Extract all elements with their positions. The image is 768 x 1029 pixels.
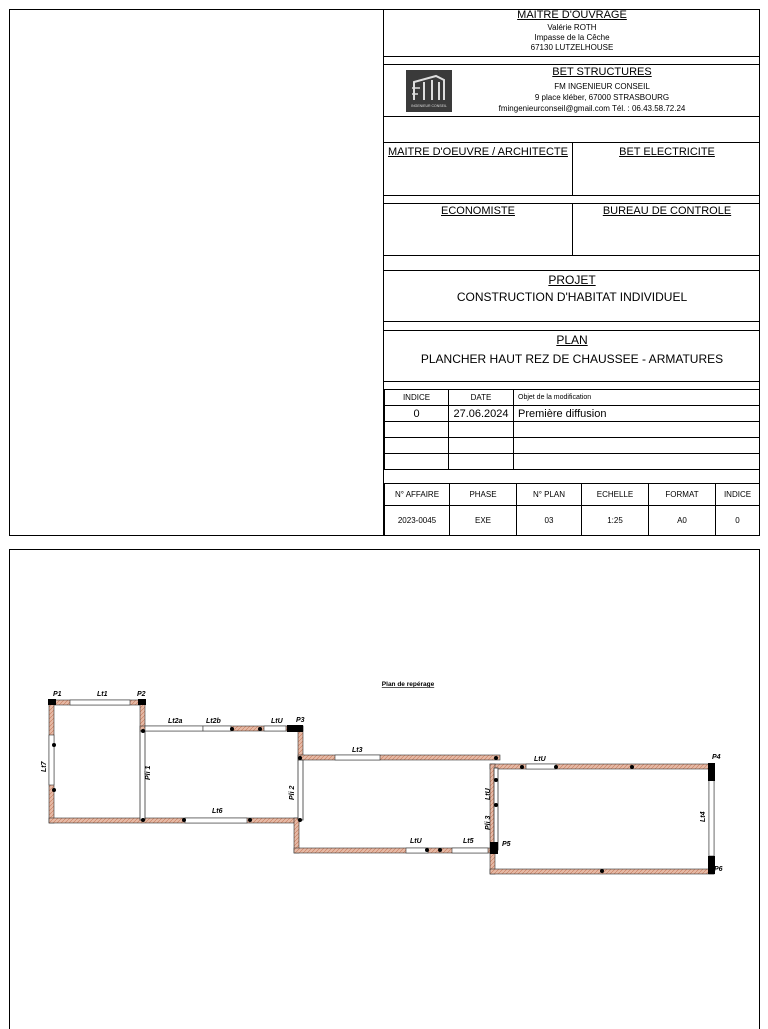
label-p4: P4 [712,754,721,761]
header-cell: PHASE [450,484,517,506]
owner-street: Impasse de la Cêche [534,33,610,42]
label-ltu-1: LtU [271,718,283,725]
label-p3: P3 [296,717,305,724]
node [494,756,498,760]
label-lt1: Lt1 [97,691,108,698]
lintel [185,818,247,823]
node [630,765,634,769]
node [248,818,252,822]
node [258,727,262,731]
label-lt2a: Lt2a [168,718,183,725]
wall [298,755,500,760]
phase-value: EXE [450,506,517,536]
lintel [709,780,714,856]
node [298,818,302,822]
post [48,699,56,705]
scale-value: 1:25 [582,506,649,536]
owner-city: 67130 LUTZELHOUSE [530,43,614,52]
label-lt3: Lt3 [352,747,363,754]
lintel [264,726,286,731]
revision-index: 0 [385,406,449,422]
label-lt4: Lt4 [700,811,707,822]
header-cell: N° AFFAIRE [385,484,450,506]
partition-pli2 [298,760,303,820]
owner-name: Valérie ROTH [547,23,597,32]
lintel [406,848,428,853]
node [554,765,558,769]
node [600,869,604,873]
label-ltu-2: LtU [534,756,546,763]
format-value: A0 [649,506,716,536]
label-ltu-4: LtU [485,788,492,800]
node [298,756,302,760]
control-heading: BUREAU DE CONTROLE [602,205,732,217]
wall [49,818,299,823]
node [141,818,145,822]
header-cell: INDICE [385,390,449,406]
label-p2: P2 [137,691,146,698]
structures-company: FM INGENIEUR CONSEIL [554,82,650,91]
lintel [526,764,556,769]
project-heading: PROJET [548,273,596,287]
lintel [145,726,203,731]
label-pli3: Pli 3 [485,815,492,830]
lintel [203,726,231,731]
node [438,848,442,852]
node [425,848,429,852]
label-ltu-3: LtU [410,838,422,845]
node [520,765,524,769]
node [52,788,56,792]
lintel [452,848,488,853]
label-lt6: Lt6 [212,808,223,815]
header-cell: DATE [449,390,514,406]
owner-heading: MAITRE D'OUVRAGE [517,9,627,21]
header-cell: Objet de la modification [514,390,760,406]
lintel [335,755,380,760]
node [494,803,498,807]
post [287,725,303,732]
structures-contact: fmingenieurconseil@gmail.com Tél. : 06.43.58.72.24 [498,104,686,113]
affaire-value: 2023-0045 [385,506,450,536]
lintel [70,700,130,705]
plan-heading: PLAN [556,333,588,347]
plan-name: PLANCHER HAUT REZ DE CHAUSSEE - ARMATURES [420,352,724,366]
header-cell: INDICE [716,484,760,506]
post [490,842,498,854]
label-pli1: Pli 1 [145,765,152,780]
revision-object: Première diffusion [514,406,760,422]
logo-caption: INGENIEUR CONSEIL [411,104,447,108]
electric-heading: BET ELECTRICITE [619,146,715,158]
label-pli2: Pli 2 [289,785,296,800]
label-p6: P6 [714,866,723,873]
label-lt7: Lt7 [41,761,48,772]
structures-address: 9 place kléber, 67000 STRASBOURG [534,93,670,102]
architect-heading: MAITRE D'OEUVRE / ARCHITECTE [388,146,568,158]
node [230,727,234,731]
node [494,778,498,782]
lintel [49,735,54,785]
node [141,729,145,733]
label-p5: P5 [502,841,511,848]
node [52,743,56,747]
post [138,699,146,705]
index-value: 0 [716,506,760,536]
structures-heading: BET STRUCTURES [552,66,652,78]
node [182,818,186,822]
header-cell: FORMAT [649,484,716,506]
revision-date: 27.06.2024 [449,406,514,422]
plan-number-value: 03 [517,506,582,536]
economist-heading: ECONOMISTE [441,205,515,217]
label-p1: P1 [53,691,62,698]
label-lt2b: Lt2b [206,718,221,725]
label-lt5: Lt5 [463,838,474,845]
drawing-title: Plan de repérage [381,681,435,688]
header-cell: N° PLAN [517,484,582,506]
interior-partitions [140,731,498,850]
project-name: CONSTRUCTION D'HABITAT INDIVIDUEL [456,290,688,304]
header-cell: ECHELLE [582,484,649,506]
post [708,763,715,781]
